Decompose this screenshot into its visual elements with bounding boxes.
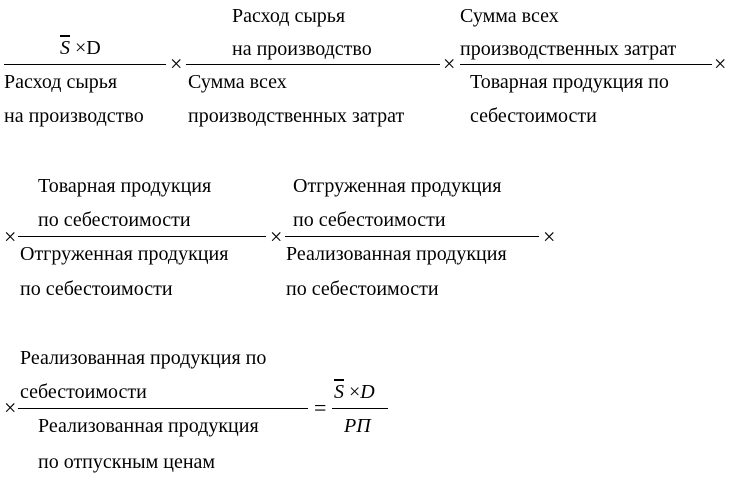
fraction-2-denominator-line1: Сумма всех (188, 71, 287, 93)
fraction-4-denominator-line1: Отгруженная продукция (20, 243, 229, 265)
s-bar-symbol: $\overline{S}$ (60, 37, 70, 59)
fraction-4-denominator-line2: по себестоимости (20, 278, 173, 300)
fraction-3-denominator-line1: Товарная продукция по (470, 71, 669, 93)
times-symbol: × (75, 37, 87, 59)
fraction-5-denominator-line2: по себестоимости (286, 278, 439, 300)
fraction-2-numerator-line2: на производство (232, 38, 372, 60)
times-operator: × (443, 51, 456, 76)
fraction-4-numerator-line2: по себестоимости (38, 209, 191, 231)
fraction-5-numerator-line1: Отгруженная продукция (293, 175, 502, 197)
times-operator: × (4, 395, 17, 420)
result-denominator: РП (344, 415, 371, 437)
d-symbol: D (360, 381, 375, 403)
fraction-1-denominator-line2: на производство (4, 105, 144, 127)
fraction-6-numerator-line2: себестоимости (20, 381, 147, 403)
fraction-4-numerator-line1: Товарная продукция (38, 175, 212, 197)
result-numerator (334, 380, 375, 404)
fraction-5-bar (285, 236, 539, 237)
fraction-4-bar (18, 236, 266, 237)
fraction-5-denominator-line1: Реализованная продукция (286, 243, 507, 265)
times-operator: × (543, 224, 556, 249)
fraction-5-numerator-line2: по себестоимости (293, 209, 446, 231)
fraction-1-bar (4, 64, 166, 65)
s-bar-symbol: $\overline{S}$ (334, 381, 344, 403)
fraction-2-numerator-line1: Расход сырья (232, 5, 346, 27)
fraction-1-numerator (60, 36, 101, 60)
times-operator: × (170, 51, 183, 76)
fraction-6-denominator-line2: по отпускным ценам (38, 451, 216, 473)
equals-operator: = (314, 395, 327, 420)
fraction-1-denominator-line1: Расход сырья (4, 71, 118, 93)
times-operator: × (270, 224, 283, 249)
fraction-6-denominator-line1: Реализованная продукция (38, 415, 259, 437)
fraction-2-bar (186, 64, 440, 65)
d-symbol: D (86, 37, 101, 59)
times-operator: × (714, 51, 727, 76)
fraction-6-bar (18, 408, 308, 409)
times-operator: × (4, 224, 17, 249)
fraction-3-numerator-line1: Сумма всех (460, 5, 559, 27)
result-fraction-bar (332, 408, 388, 409)
fraction-3-numerator-line2: производственных затрат (460, 38, 677, 60)
fraction-3-bar (460, 64, 712, 65)
fraction-6-numerator-line1: Реализованная продукция по (20, 347, 267, 369)
fraction-3-denominator-line2: себестоимости (470, 105, 597, 127)
times-symbol: × (349, 381, 361, 403)
fraction-2-denominator-line2: производственных затрат (188, 105, 405, 127)
